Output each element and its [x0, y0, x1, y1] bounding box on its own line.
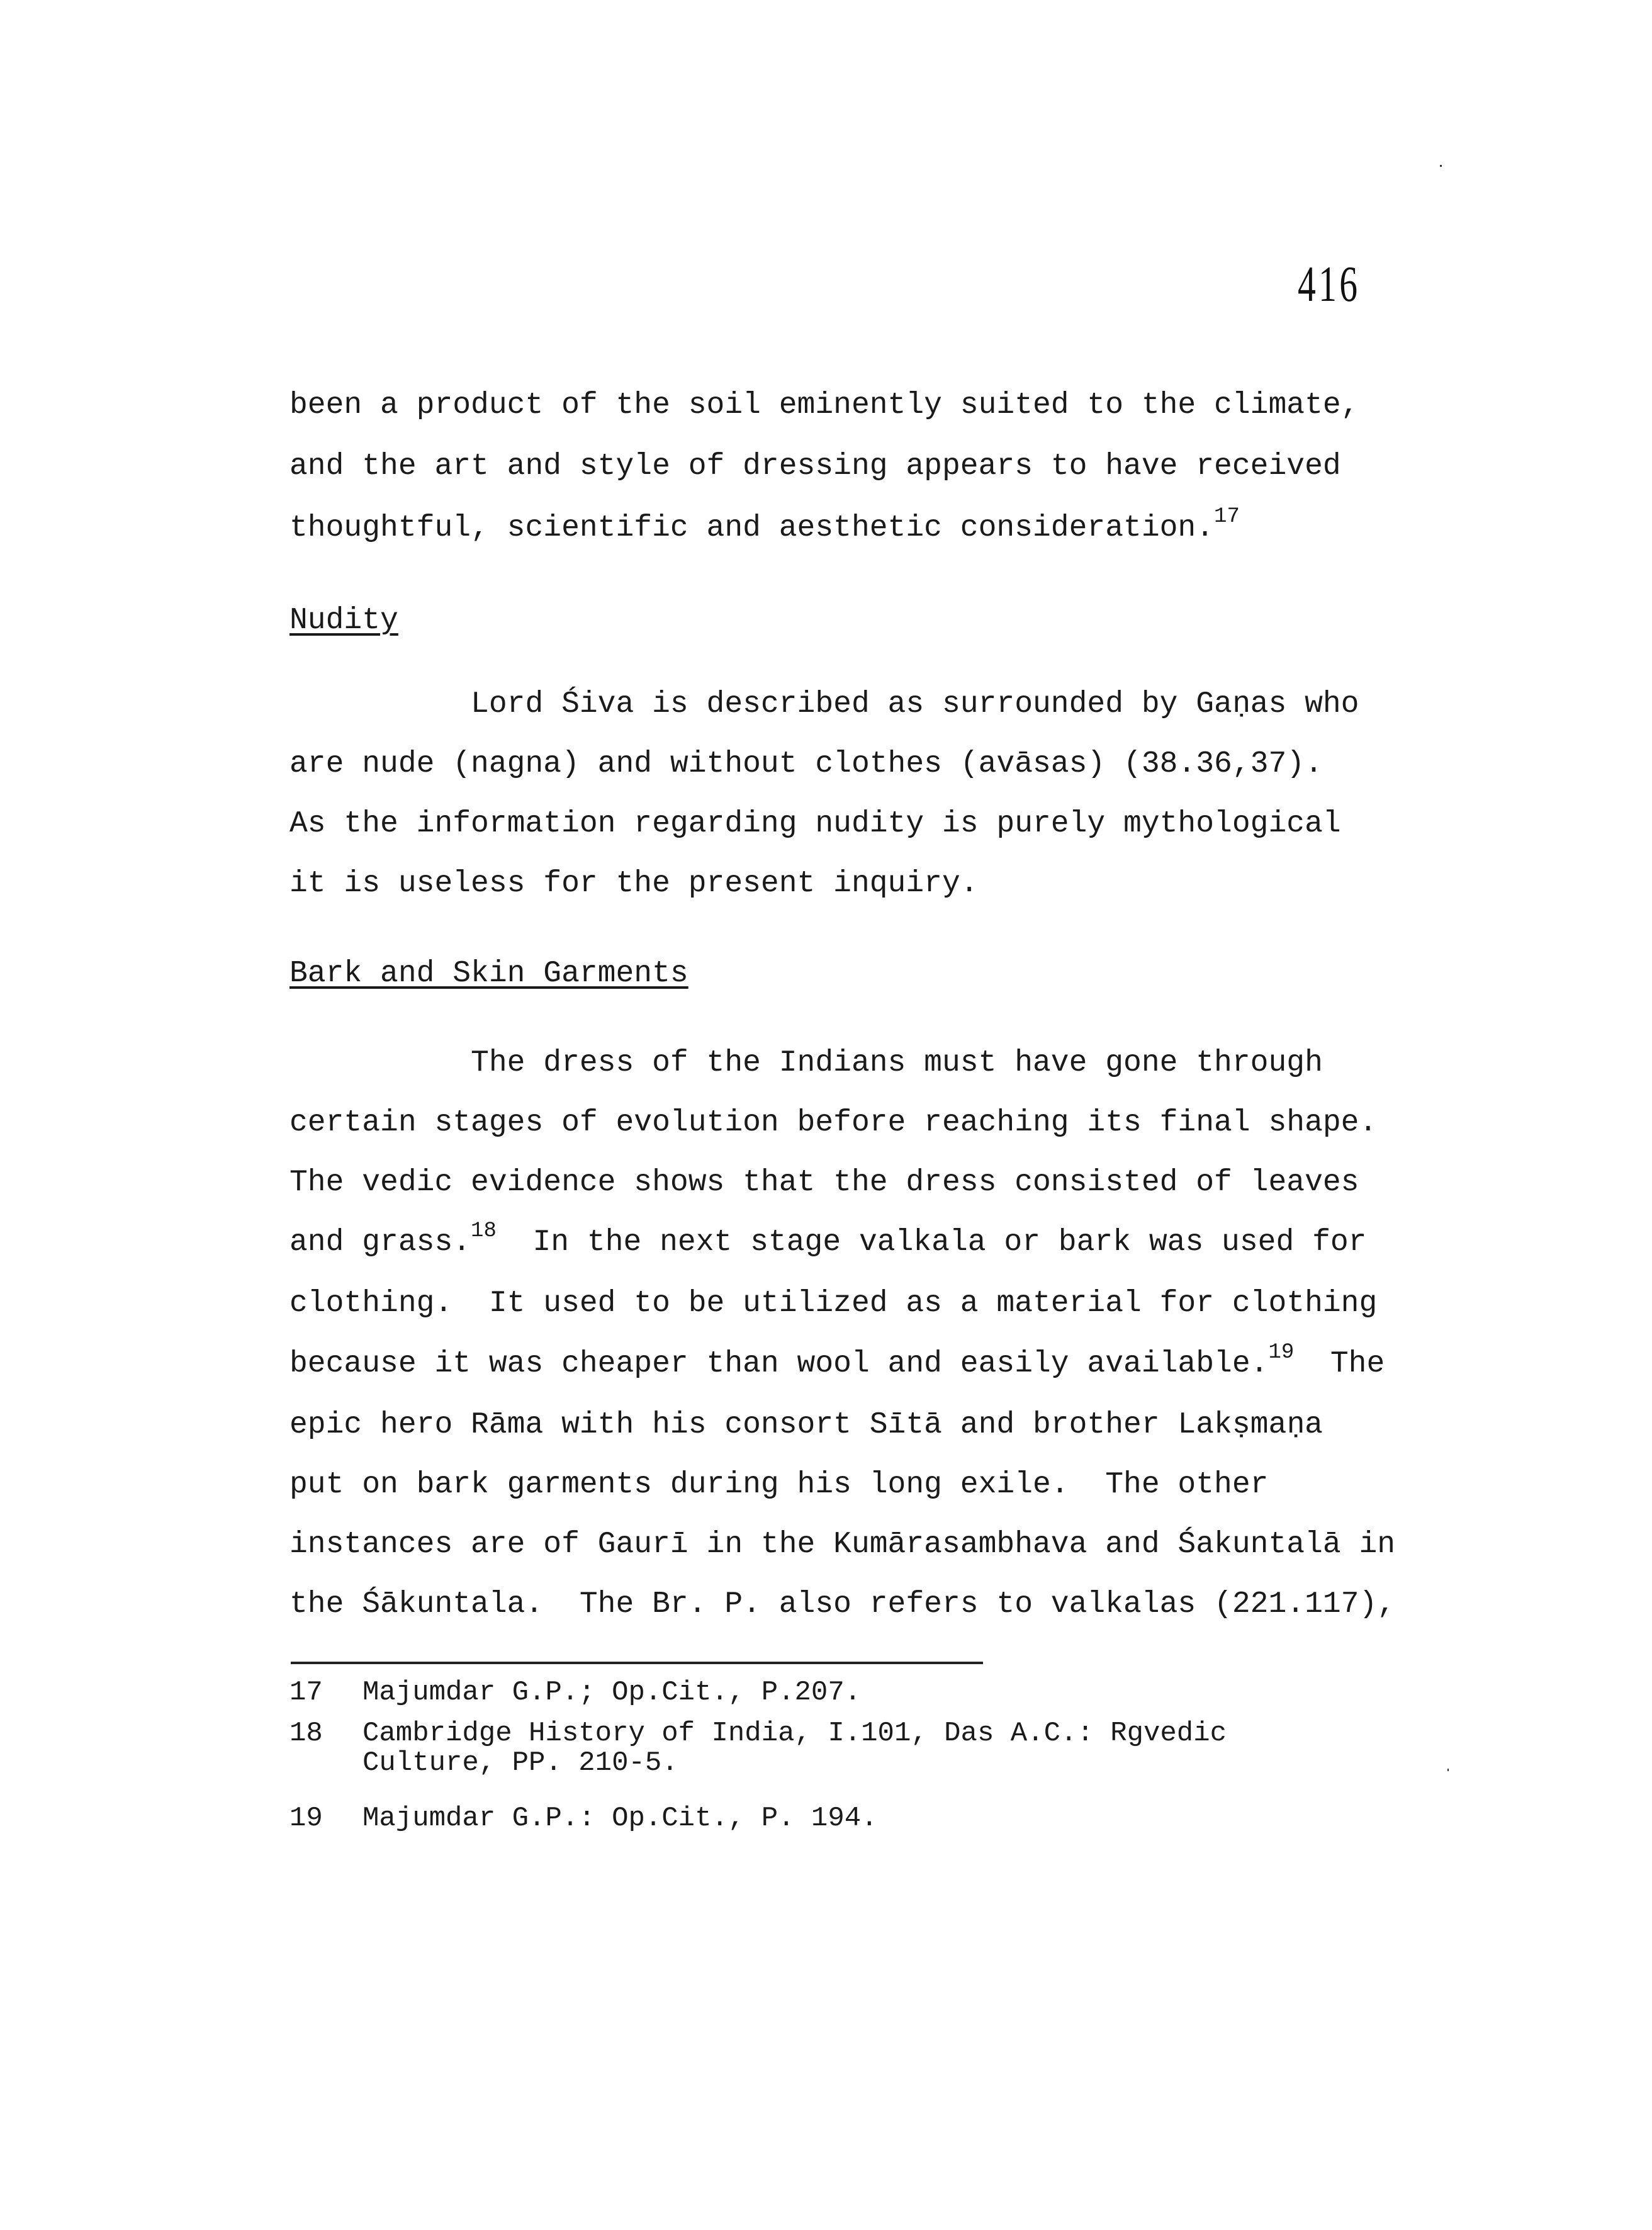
- body-line: and the art and style of dressing appears to have received: [289, 449, 1341, 483]
- footnote-text: Culture, PP. 210-5.: [362, 1747, 678, 1779]
- footnote-ref-19[interactable]: 19: [1268, 1341, 1295, 1365]
- footnote-ref-18[interactable]: 18: [471, 1219, 497, 1243]
- footnote-number: 18: [289, 1718, 323, 1749]
- body-line: put on bark garments during his long exile. The other: [289, 1468, 1269, 1502]
- body-line: epic hero Rāma with his consort Sītā and brother Lakṣmaṇa: [289, 1408, 1323, 1442]
- footnote-separator: [291, 1662, 983, 1664]
- footnote-18: [289, 1720, 1227, 1747]
- footnote-19: [289, 1805, 878, 1832]
- body-line-text: because it was cheaper than wool and easily available.: [289, 1347, 1269, 1381]
- footnote-ref-17[interactable]: 17: [1214, 505, 1240, 529]
- footnote-text: Majumdar G.P.; Op.Cit., P.207.: [362, 1677, 862, 1708]
- body-line: it is useless for the present inquiry.: [289, 867, 979, 901]
- body-line: instances are of Gaurī in the Kumārasambhava and Śakuntalā in: [289, 1528, 1396, 1562]
- section-heading-bark-and-skin-garments: Bark and Skin Garments: [289, 957, 688, 991]
- body-line: Lord Śiva is described as surrounded by Gaṇas who: [289, 687, 1359, 721]
- footnote-number: 19: [289, 1803, 323, 1834]
- footnote-text: Cambridge History of India, I.101, Das A.C.: Rgvedic: [362, 1718, 1227, 1749]
- body-line: certain stages of evolution before reaching its final shape.: [289, 1106, 1378, 1140]
- body-line: are nude (nagna) and without clothes (avāsas) (38.36,37).: [289, 747, 1323, 781]
- scan-speck: [1440, 165, 1442, 167]
- body-line: The vedic evidence shows that the dress consisted of leaves: [289, 1166, 1359, 1200]
- body-line: [289, 1341, 1385, 1381]
- body-line: As the information regarding nudity is purely mythological: [289, 807, 1341, 841]
- footnote-text: Majumdar G.P.: Op.Cit., P. 194.: [362, 1803, 878, 1834]
- body-line-text: In the next stage valkala or bark was used for: [496, 1225, 1367, 1259]
- body-line: clothing. It used to be utilized as a material for clothing: [289, 1287, 1378, 1321]
- section-heading-nudity: Nudity: [289, 604, 398, 638]
- footnote-number: 17: [289, 1677, 323, 1708]
- body-line-text: The: [1294, 1347, 1385, 1381]
- body-line-text: thoughtful, scientific and aesthetic consideration.: [289, 511, 1215, 545]
- footnote-18-continuation: [289, 1749, 678, 1777]
- body-line: [289, 505, 1240, 545]
- body-line: been a product of the soil eminently suited to the climate,: [289, 388, 1359, 422]
- body-line: the Śākuntala. The Br. P. also refers to valkalas (221.117),: [289, 1587, 1396, 1621]
- body-line-text: and grass.: [289, 1225, 471, 1259]
- page-number: 416: [1298, 257, 1361, 312]
- body-line: The dress of the Indians must have gone through: [289, 1046, 1323, 1080]
- body-line: [289, 1219, 1367, 1259]
- scan-speck: [1447, 1769, 1449, 1771]
- footnote-17: [289, 1679, 861, 1706]
